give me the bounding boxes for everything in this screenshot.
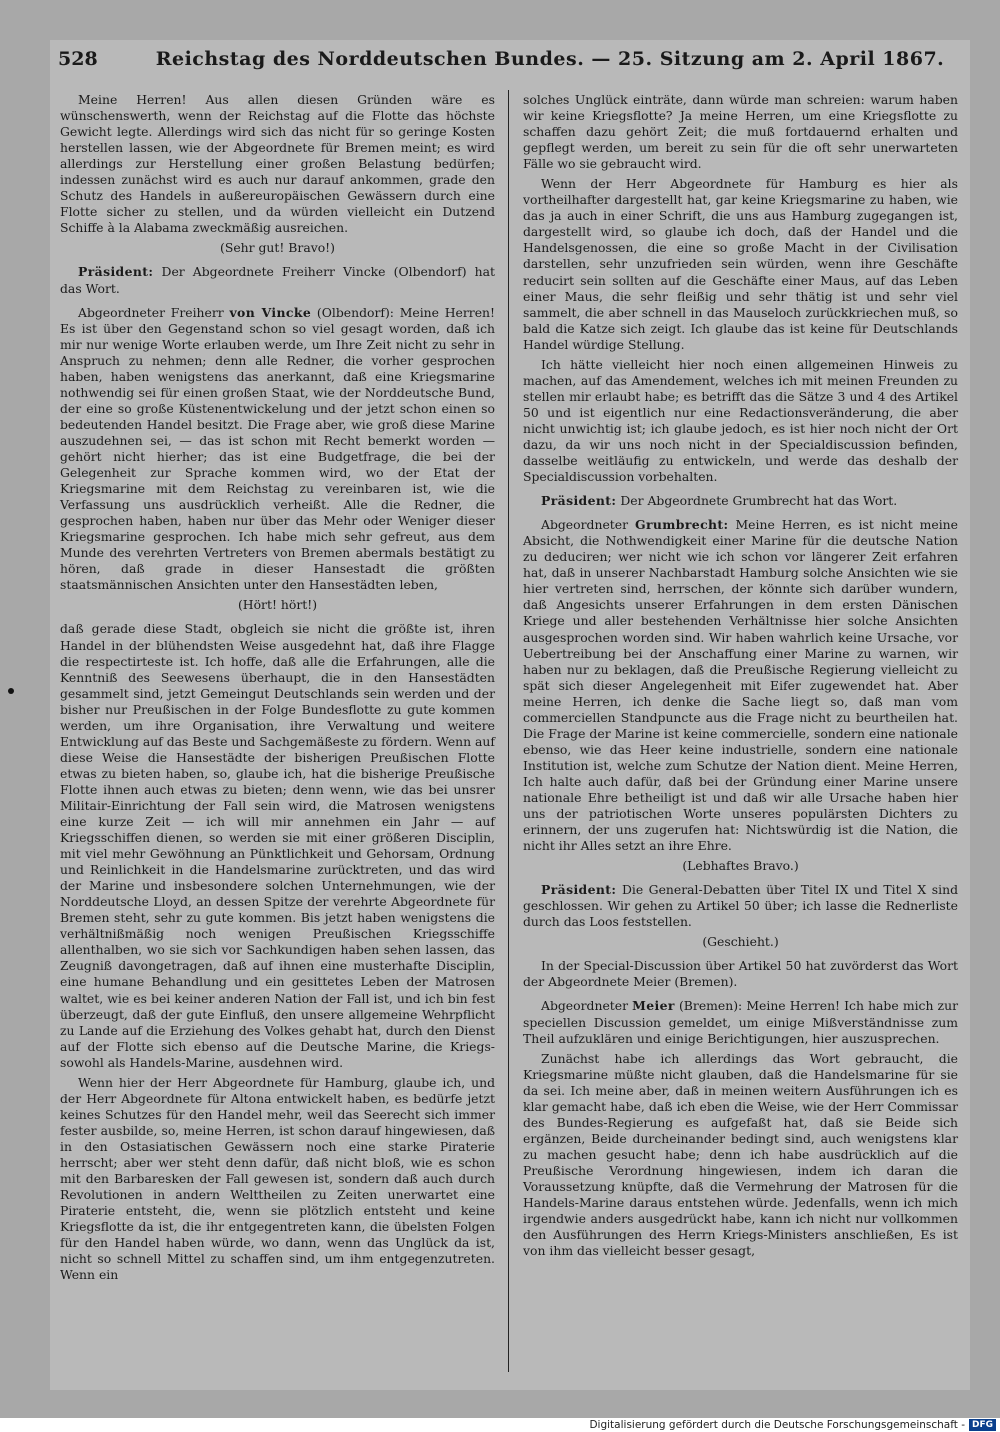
speaker-paragraph (60, 264, 495, 296)
speaker-name: Grumbrecht: (634, 517, 729, 533)
speaker-lead: Abgeordneter (541, 517, 635, 533)
speaker-name: Präsident: (541, 882, 617, 898)
speaker-paragraph (523, 493, 958, 509)
running-title: Reichstag des Norddeutschen Bundes. — 25. Sitzung am 2. April 1867. (155, 48, 945, 70)
speech-text: (Bremen): Meine Herren! Ich habe mich zur speciellen Discussion gemeldet, um einige Mißverständnisse zum Theil aufzuklären und einige Berichtigungen, hier auszusprechen. (523, 998, 958, 1046)
page (50, 40, 970, 1390)
speaker-paragraph (523, 882, 958, 930)
speaker-paragraph (60, 305, 495, 594)
speech-text: Der Abgeordnete Grumbrecht hat das Wort. (616, 493, 898, 509)
page-number: 528 (58, 48, 98, 70)
right-column (523, 92, 958, 1263)
interjection: (Sehr gut! Bravo!) (220, 240, 335, 256)
body-paragraph: In der Special-Discussion über Artikel 50 hat zuvörderst das Wort der Abgeordnete Meier (Bremen). (523, 958, 958, 990)
body-paragraph: Wenn hier der Herr Abgeordnete für Hamburg, glaube ich, und der Herr Abgeordnete für Altona entwickelt haben, es bedürfe jetzt keines Schutzes für den Handel mehr, weil das Seerecht sich immer fester ausbilde, so, meine Herren, ist schon darauf hingewiesen, daß in den Ostasiatischen Gewässern noch eine starke Piraterie herrscht; aber wer steht denn dafür, daß nicht bloß, wie es schon mit den Barbaresken der Fall gewesen ist, sondern daß auch durch Revolutionen in andern Welttheilen zu Zeiten unerwartet eine Piraterie entsteht, die, wenn sie plötzlich entsteht und keine Kriegsflotte da ist, die ihr entgegentreten kann, die übelsten Folgen für den Handel haben würde, wo dann, wenn das Unglück da ist, nicht so schnell Mittel zu schaffen sind, um ihm entgegenzutreten. Wenn ein (60, 1074, 495, 1283)
speaker-name: Präsident: (541, 493, 617, 509)
body-paragraph: Wenn der Herr Abgeordnete für Hamburg es hier als vortheilhafter dargestellt hat, gar keine Kriegsmarine zu haben, wie das ja auch in einer Schrift, die uns aus Hamburg zugegangen ist, dargestellt wird, so glaube ich doch, daß der Handel und die Handelsgenossen, die eine so große Macht in der Civilisation darstellen, sehr unzufrieden sein würden, wenn ihre Geschäfte reducirt sein sollten auf die Geschäfte einer Maus, auf das Leben einer Maus, die sehr fleißig und sehr thätig ist und sehr viel sammelt, die aber schnell in das Mauseloch zurückkriechen muß, so bald die Katze sich zeigt. Ich glaube das ist keine für Deutschlands Handel würdige Stellung. (523, 176, 958, 352)
speech-text: Die General-Debatten über Titel IX und Titel X sind geschlossen. Wir gehen zu Artikel 50 über; ich lasse die Rednerliste durch das Loos feststellen. (523, 882, 958, 930)
body-paragraph: daß gerade diese Stadt, obgleich sie nicht die größte ist, ihren Handel in der blühendsten Weise ausgedehnt hat, daß ihre Flagge die respectirteste ist. Ich hoffe, daß alle die Erfahrungen, alle die Kenntniß des Seewesens überhaupt, die in den Hansestädten gesammelt sind, jetzt Gemeingut Deutschlands sein werden und der bisher nur Preußischen in der Folge Bundesflotte zu gute kommen werden, um ihre Organisation, ihre Verwaltung und weitere Entwicklung auf das Beste und Sachgemäßeste zu fördern. Wenn auf diese Weise die Hansestädte der bisherigen Preußischen Flotte etwas zu bieten haben, so, glaube ich, hat die bisherige Preußische Flotte ihnen auch etwas zu bieten; denn wenn, wie das bei unsrer Militair-Einrichtung der Fall sein wird, die Matrosen wenigstens eine kurze Zeit — ich will mir annehmen ein Jahr — auf Kriegsschiffen dienen, so werden sie mit einer größeren Disciplin, mit viel mehr Gewöhnung an Pünktlichkeit und Gehorsam, Ordnung und Reinlichkeit in die Handelsmarine zurücktreten, und das wird der Marine und insbesondere solchen Unternehmungen, wie der Norddeutsche Lloyd, an dessen Spitze der verehrte Abgeordnete für Bremen steht, sehr zu gute kommen. Bis jetzt haben wenigstens die verhältnißmäßig noch wenigen Preußischen Kriegsschiffe allenthalben, wo sie sich vor Sachkundigen haben sehen lassen, das Zeugniß davongetragen, daß auf ihnen eine musterhafte Disciplin, eine humane Behandlung und ein gesittetes Leben der Matrosen waltet, wie es bei keiner anderen Nation der Fall ist, und ich bin fest überzeugt, daß der gute Einfluß, den unsere allgemeine Wehrpflicht zu Lande auf die Erziehung des Volkes gehabt hat, durch den Dienst auf der Flotte sich ebenso auf die Deutsche Marine, die Kriegs- sowohl als Handels-Marine, ausdehnen wird. (60, 621, 495, 1070)
speech-text: (Olbendorf): Meine Herren! Es ist über den Gegenstand schon so viel gesagt worden, daß ich mir nur wenige Worte erlauben werde, um Ihre Zeit nicht zu sehr in Anspruch zu nehmen; denn alle Redner, die vorher gesprochen haben, haben wenigstens das anerkannt, daß eine Kriegsmarine nothwendig sei für einen großen Staat, wie der Norddeutsche Bund, der eine so große Küstenentwickelung und der jetzt schon einen so bedeutenden Handel besitzt. Die Frage aber, wie groß diese Marine auszudehnen sei, — das ist schon mit Recht bemerkt worden — gehört nicht hierher; das ist eine Budgetfrage, die bei der Gelegenheit zur Sprache kommen wird, wo der Etat der Kriegsmarine mit dem Reichstag zu vereinbaren ist, wie die Verfassung uns ausdrücklich verheißt. Alle die Redner, die gesprochen haben, haben nur über das Mehr oder Weniger dieser Kriegsmarine gesprochen. Ich habe mich sehr gefreut, aus dem Munde des verehrten Vertreters von Bremen abermals bestätigt zu hören, daß grade in dieser Hansestadt die größten staatsmännischen Ansichten unter den Hansestädten leben, (60, 304, 495, 593)
body-paragraph: Meine Herren! Aus allen diesen Gründen wäre es wünschenswerth, wenn der Reichstag auf die Flotte das höchste Gewicht legte. Allerdings wird sich das nicht für so geringe Kosten herstellen lassen, wie der Abgeordnete für Bremen meint; es wird allerdings zur Herstellung einer großen Belastung bedürfen; indessen zunächst wird es auch nur darauf ankommen, grade den Schutz des Handels in außereuropäischen Gewässern durch eine Flotte sicher zu stellen, und da würden vielleicht ein Dutzend Schiffe à la Alabama zweckmäßig ausreichen. (60, 92, 495, 236)
left-column (60, 92, 495, 1287)
speaker-lead: Abgeordneter Freiherr (78, 304, 230, 320)
body-paragraph: Ich hätte vielleicht hier noch einen allgemeinen Hinweis zu machen, auf das Amendement, welches ich mit meinen Freunden zu stellen mir erlaubt habe; es betrifft das die Sätze 3 und 4 des Artikel 50 und ist eigentlich nur eine Redactionsveränderung, die aber nicht unwichtig ist; ich glaube jedoch, es ist hier noch nicht der Ort dazu, da wir uns noch nicht in der Specialdiscussion befinden, dasselbe weitläufig zu entwickeln, und werde das deshalb der Specialdiscussion vorbehalten. (523, 356, 958, 485)
dfg-logo: DFG (969, 1419, 996, 1431)
speaker-name: Präsident: (78, 264, 154, 280)
speaker-name: Meier (632, 998, 675, 1014)
column-divider (508, 90, 509, 1372)
interjection: (Geschieht.) (702, 934, 779, 950)
body-paragraph: Zunächst habe ich allerdings das Wort gebraucht, die Kriegsmarine müßte nicht glauben, daß die Handelsmarine für sie da sei. Ich meine aber, daß in meinen weitern Ausführungen ich es klar gemacht habe, daß ich eben die Weise, wie der Herr Commissar des Bundes-Regierung es aufgefaßt hat, daß sie Beide sich ergänzen, Beide durcheinander bedingt sind, auch wenigstens klar zu machen gesucht habe; denn ich habe ausdrücklich auf die Preußische Verordnung hingewiesen, indem ich daran die Voraussetzung knüpfte, daß die Vermehrung der Matrosen für die Handels-Marine daraus entstehen würde. Jedenfalls, wenn ich mich irgendwie anders ausgedrückt habe, kann ich nicht nur vollkommen den Ausführungen des Herrn Kriegs-Ministers anschließen, Es ist von ihm das vielleicht besser gesagt, (523, 1050, 958, 1259)
speaker-paragraph (523, 998, 958, 1046)
margin-mark (8, 688, 14, 694)
page-header (58, 48, 962, 78)
speaker-name: von Vincke (229, 304, 312, 320)
footer (0, 1418, 1000, 1432)
speaker-lead: Abgeordneter (541, 998, 633, 1014)
interjection: (Hört! hört!) (237, 597, 318, 613)
speaker-paragraph (523, 517, 958, 854)
speech-text: Meine Herren, es ist nicht meine Absicht, die Nothwendigkeit einer Marine für die deutsche Nation zu deduciren; wer nicht wie ich schon vor längerer Zeit erfahren hat, daß in unserer Nachbarstadt Hamburg solche Ansichten wie sie hier vertreten sind, herrschen, der könnte sich darüber wundern, daß Angesichts unserer Erfahrungen in dem ersten Dänischen Kriege und aller bestehenden Verhältnisse hier solche Ansichten ausgesprochen worden sind. Wir haben wahrlich keine Ursache, vor Uebertreibung bei der Anschaffung einer Marine zu warnen, wir haben nur zu beklagen, daß die Preußische Regierung vielleicht zu spät sich dieser Angelegenheit mit Eifer zugewendet hat. Aber meine Herren, ich denke die Sache liegt so, daß man vom commerciellen Standpuncte aus die Frage nicht zu beurtheilen hat. Die Frage der Marine ist keine commercielle, sondern eine nationale ebenso, wie das Heer keine industrielle, sondern eine nationale Institution ist, welche zum Schutze der Nation dient. Meine Herren, Ich halte auch dafür, daß bei der Gründung einer Marine unsere nationale Ehre betheiligt ist und daß wir alle Ursache haben hier uns der patriotischen Worte unseres populärsten Dichters zu erinnern, der uns zugerufen hat: Nichtswürdig ist die Nation, die nicht ihr Alles setzt an ihre Ehre. (523, 517, 958, 854)
body-paragraph: solches Unglück einträte, dann würde man schreien: warum haben wir keine Kriegsflotte? Ja meine Herren, um eine Kriegsflotte zu schaffen dazu gehört Zeit; die muß fortdauernd erhalten und gepflegt werden, um bereit zu sein für die oft sehr unerwarteten Fälle wo sie gebraucht wird. (523, 92, 958, 172)
interjection: (Lebhaftes Bravo.) (682, 858, 799, 874)
speech-text: Der Abgeordnete Freiherr Vincke (Olbendorf) hat das Wort. (60, 264, 495, 296)
footer-text: Digitalisierung gefördert durch die Deutsche Forschungsgemeinschaft - (589, 1419, 965, 1431)
